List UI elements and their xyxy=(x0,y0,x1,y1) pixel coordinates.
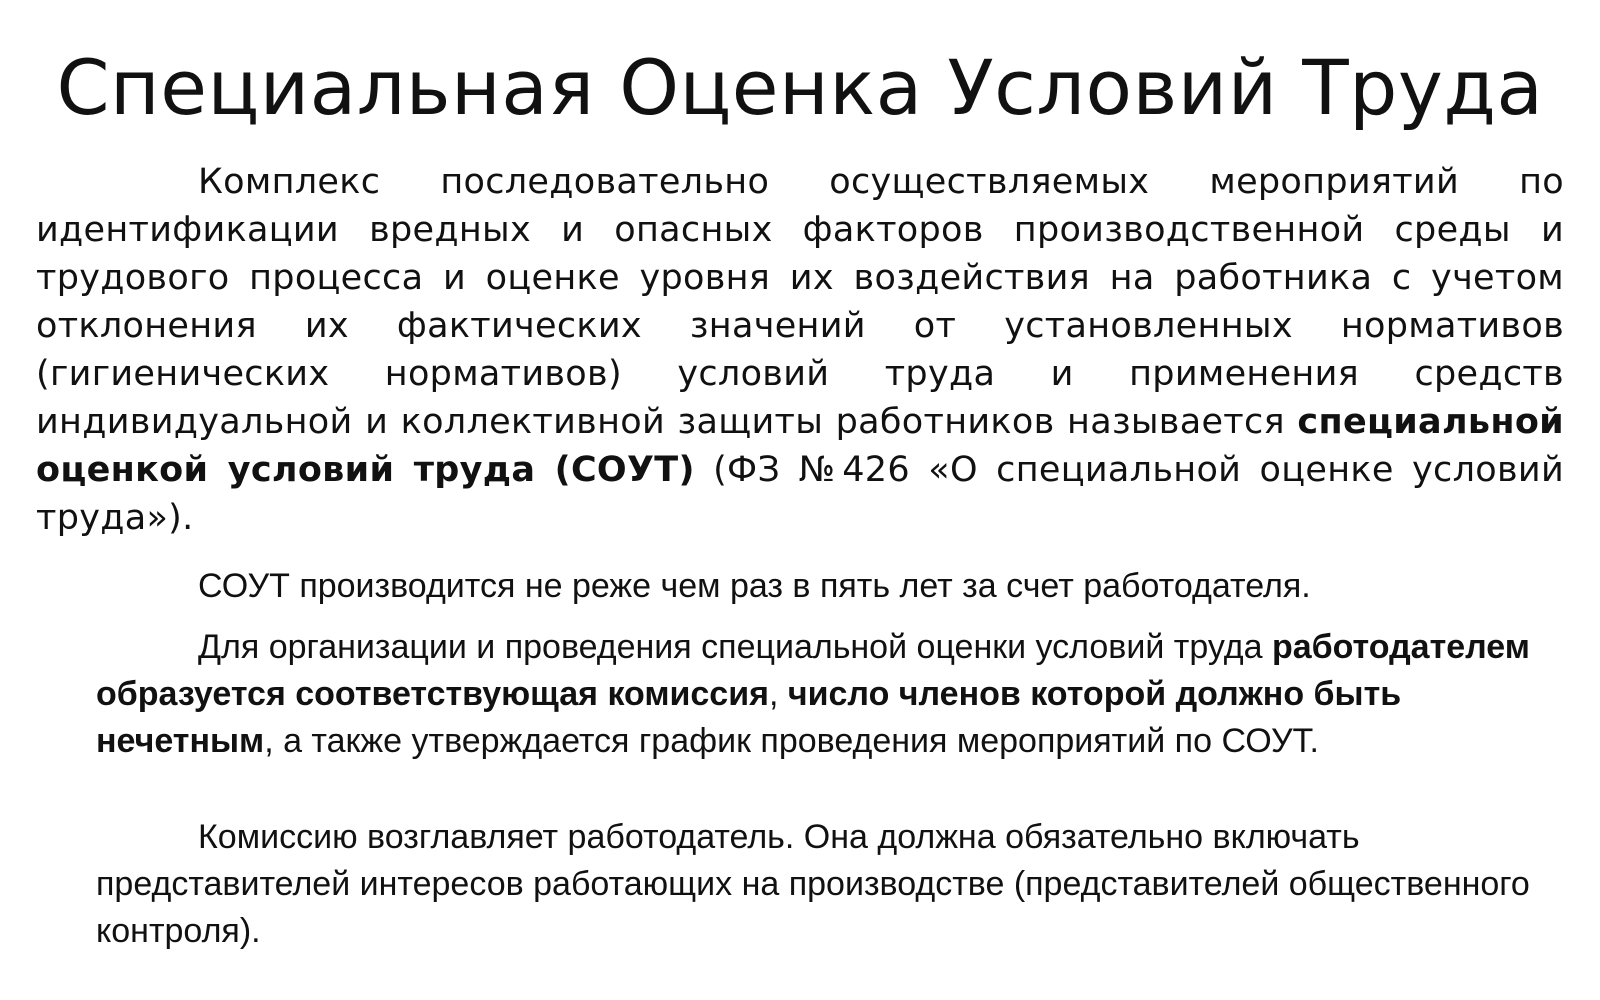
commission-bold-a: работодателем образуется соответствующая комиссия xyxy=(96,628,1530,713)
definition-text: Комплекс последовательно осуществляемых мероприятий по идентификации вредных и опасных факторов производственной среды и трудового процесса и оценке уровня их воздействия на работника с учетом отклонения их фактических значений от установленных нормативов (гигиенических нормативов) условий труда и применения средств индивидуальной и коллективной защиты работников называется xyxy=(36,162,1564,442)
commission-text-a: Для организации и проведения специальной оценки условий труда xyxy=(198,628,1272,666)
commission-text-b: , xyxy=(768,675,788,713)
commission-text-c: , а также утверждается график проведения мероприятий по СОУТ. xyxy=(264,722,1320,760)
definition-paragraph xyxy=(36,158,1564,542)
law-reference: (ФЗ №426 «О специальной оценке условий труда»). xyxy=(36,450,1564,538)
commission-paragraph xyxy=(96,624,1566,765)
chair-paragraph: Комиссию возглавляет работодатель. Она должна обязательно включать представителей интересов работающих на производстве (представителей общественного контроля). xyxy=(96,818,1530,950)
definition-term: специальной оценкой условий труда (СОУТ) xyxy=(36,402,1564,490)
frequency-paragraph: СОУТ производится не реже чем раз в пять лет за счет работодателя. xyxy=(198,567,1311,605)
commission-bold-b: число членов которой должно быть нечетным xyxy=(96,675,1402,760)
slide-title: Специальная Оценка Условий Труда xyxy=(56,43,1544,132)
